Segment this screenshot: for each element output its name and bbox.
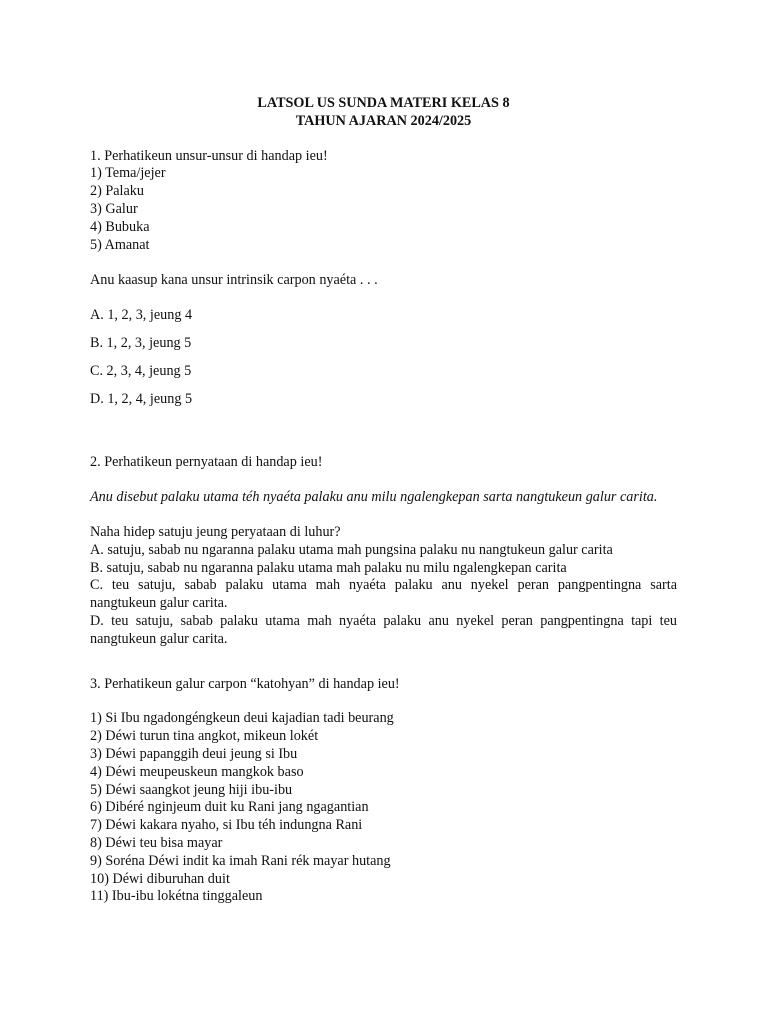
question-2 [90,454,677,648]
answer-option-d: D. 1, 2, 4, jeung 5 [90,390,193,407]
list-item: 2) Palaku [90,183,144,200]
question-prompt: 2. Perhatikeun pernyataan di handap ieu! [90,454,323,471]
list-item: 5) Amanat [90,236,150,253]
answer-option-a: A. 1, 2, 3, jeung 4 [90,307,193,324]
statement-text: Anu disebut palaku utama téh nyaéta palaku anu milu ngalengkepan sarta nangtukeun galur carita. [90,489,658,506]
list-item: 2) Déwi turun tina angkot, mikeun lokét [90,728,319,745]
answer-option-d: D. teu satuju, sabab palaku utama mah nyaéta palaku anu nyekel peran pangpentingna tapi teu nangtukeun galur carita. [90,612,677,647]
answer-option-c: C. 2, 3, 4, jeung 5 [90,362,192,379]
answer-option-b: B. 1, 2, 3, jeung 5 [90,334,192,351]
list-item: 1) Tema/jejer [90,165,166,182]
question-text: Naha hidep satuju jeung peryataan di luhur? [90,523,341,540]
question-prompt: 3. Perhatikeun galur carpon “katohyan” di handap ieu! [90,675,400,692]
list-item: 3) Déwi papanggih deui jeung si Ibu [90,745,298,762]
list-item: 4) Déwi meupeuskeun mangkok baso [90,763,304,780]
answer-option-b: B. satuju, sabab nu ngaranna palaku utama mah palaku nu milu ngalengkepan carita [90,559,567,576]
list-item: 1) Si Ibu ngadongéngkeun deui kajadian tadi beurang [90,710,394,727]
document-title: LATSOL US SUNDA MATERI KELAS 8 [257,95,510,111]
document-body [90,95,677,906]
list-item: 7) Déwi kakara nyaho, si Ibu téh indungna Rani [90,817,363,834]
answer-option-c: C. teu satuju, sabab palaku utama mah nyaéta palaku anu nyekel peran pangpentingna sarta nangtukeun galur carita. [90,577,677,612]
list-item: 5) Déwi saangkot jeung hiji ibu-ibu [90,781,293,798]
question-text: Anu kaasup kana unsur intrinsik carpon nyaéta . . . [90,272,378,289]
list-item: 6) Dibéré nginjeum duit ku Rani jang ngagantian [90,799,369,816]
list-item: 8) Déwi teu bisa mayar [90,834,223,851]
question-prompt: 1. Perhatikeun unsur-unsur di handap ieu! [90,147,328,164]
list-item: 9) Soréna Déwi indit ka imah Rani rék mayar hutang [90,852,391,869]
list-item: 3) Galur [90,200,138,217]
list-item: 4) Bubuka [90,218,150,235]
list-item: 10) Déwi diburuhan duit [90,870,230,887]
answer-option-a: A. satuju, sabab nu ngaranna palaku utama mah pungsina palaku nu nangtukeun galur carita [90,541,613,558]
document-subtitle: TAHUN AJARAN 2024/2025 [295,112,472,129]
question-3 [90,676,677,907]
list-item: 11) Ibu-ibu lokétna tinggaleun [90,888,263,905]
question-1 [90,148,677,409]
